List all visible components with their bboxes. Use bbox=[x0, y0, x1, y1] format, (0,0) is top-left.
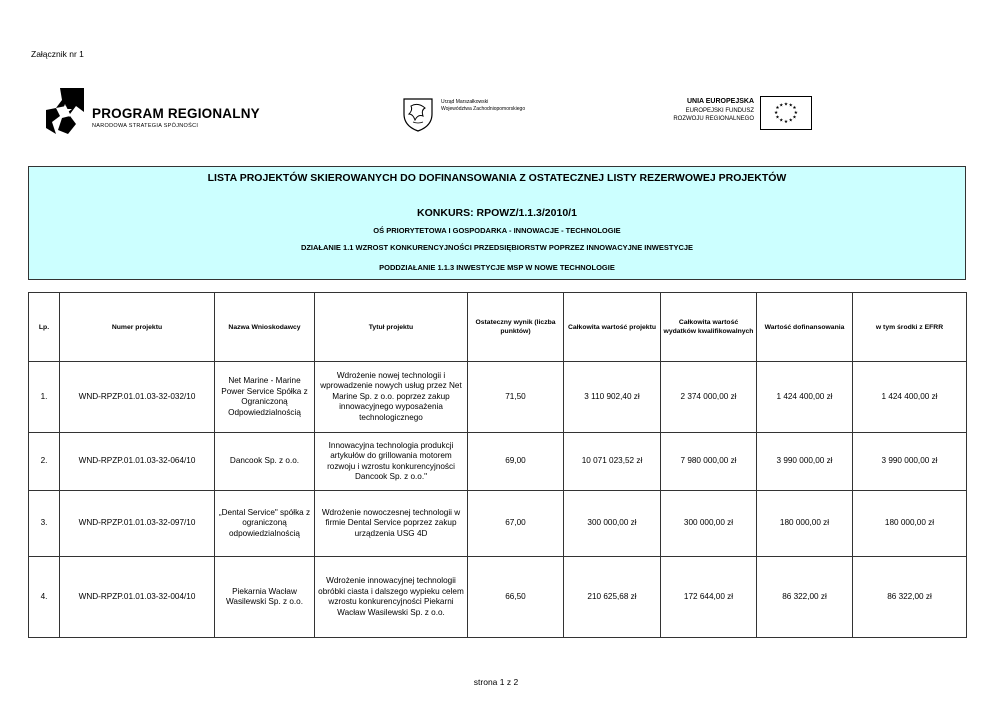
cell-total: 3 110 902,40 zł bbox=[564, 362, 661, 433]
eu-flag-icon bbox=[760, 96, 812, 130]
table-row bbox=[29, 362, 967, 433]
cell-eligible: 300 000,00 zł bbox=[661, 491, 757, 557]
col-header-efrr: w tym środki z EFRR bbox=[853, 293, 967, 362]
cell-number: WND-RPZP.01.01.03-32-064/10 bbox=[60, 433, 215, 491]
col-header-eligible: Całkowita wartość wydatków kwalifikowalnych bbox=[661, 293, 757, 362]
cell-funding: 180 000,00 zł bbox=[757, 491, 853, 557]
cell-eligible: 172 644,00 zł bbox=[661, 557, 757, 638]
cell-lp: 2. bbox=[29, 433, 60, 491]
cell-applicant: Dancook Sp. z o.o. bbox=[215, 433, 315, 491]
table-row bbox=[29, 433, 967, 491]
program-regionalny-logo bbox=[46, 88, 260, 140]
header-box bbox=[28, 166, 966, 280]
cell-lp: 1. bbox=[29, 362, 60, 433]
svg-text:★: ★ bbox=[788, 118, 793, 124]
cell-number: WND-RPZP.01.01.03-32-004/10 bbox=[60, 557, 215, 638]
program-regionalny-star-logo bbox=[46, 88, 84, 134]
cell-score: 67,00 bbox=[468, 491, 564, 557]
svg-text:★: ★ bbox=[779, 103, 784, 109]
cell-applicant: Net Marine - Marine Power Service Spółka z Ograniczoną Odpowiedzialnością bbox=[215, 362, 315, 433]
list-title: LISTA PROJEKTÓW SKIEROWANYCH DO DOFINANSOWANIA Z OSTATECZNEJ LISTY REZERWOWEJ PROJEKTÓW bbox=[207, 172, 787, 184]
cell-total: 10 071 023,52 zł bbox=[564, 433, 661, 491]
col-header-total: Całkowita wartość projektu bbox=[564, 293, 661, 362]
eu-line1: EUROPEJSKI FUNDUSZ bbox=[685, 108, 754, 114]
svg-text:★: ★ bbox=[792, 106, 797, 112]
eu-line2: ROZWOJU REGIONALNEGO bbox=[673, 116, 754, 122]
cell-funding: 86 322,00 zł bbox=[757, 557, 853, 638]
cell-efrr: 3 990 000,00 zł bbox=[853, 433, 967, 491]
coat-of-arms-icon bbox=[401, 96, 435, 132]
contest-title: KONKURS: RPOWZ/1.1.3/2010/1 bbox=[417, 207, 577, 219]
svg-text:★: ★ bbox=[792, 115, 797, 121]
table-row bbox=[29, 491, 967, 557]
cell-funding: 1 424 400,00 zł bbox=[757, 362, 853, 433]
svg-text:★: ★ bbox=[783, 119, 789, 125]
svg-text:★: ★ bbox=[774, 110, 779, 116]
program-subtitle: NARODOWA STRATEGIA SPÓJNOŚCI bbox=[92, 123, 199, 129]
eu-logo bbox=[652, 96, 812, 132]
cell-efrr: 1 424 400,00 zł bbox=[853, 362, 967, 433]
svg-text:★: ★ bbox=[793, 110, 798, 116]
cell-score: 71,50 bbox=[468, 362, 564, 433]
cell-applicant: Piekarnia Wacław Wasilewski Sp. z o.o. bbox=[215, 557, 315, 638]
cell-score: 69,00 bbox=[468, 433, 564, 491]
svg-text:★: ★ bbox=[779, 118, 784, 124]
col-header-score: Ostateczny wynik (liczba punktów) bbox=[468, 293, 564, 362]
cell-lp: 3. bbox=[29, 491, 60, 557]
priority-axis: OŚ PRIORYTETOWA I GOSPODARKA - INNOWACJE - TECHNOLOGIE bbox=[373, 226, 621, 235]
cell-title: Wdrożenie nowej technologii i wprowadzenie nowych usług przez Net Marine Sp. z o.o. poprzez zakup innowacyjnego wyposażenia technologicznego bbox=[315, 362, 468, 433]
svg-text:★: ★ bbox=[775, 106, 780, 112]
subaction-title: PODDZIAŁANIE 1.1.3 INWESTYCJE MSP W NOWE TECHNOLOGIE bbox=[379, 263, 615, 272]
col-header-title: Tytuł projektu bbox=[315, 293, 468, 362]
cell-number: WND-RPZP.01.01.03-32-032/10 bbox=[60, 362, 215, 433]
page-number: strona 1 z 2 bbox=[473, 677, 519, 687]
col-header-applicant: Nazwa Wnioskodawcy bbox=[215, 293, 315, 362]
urzad-logo bbox=[401, 96, 551, 136]
svg-text:★: ★ bbox=[775, 115, 780, 121]
program-title: PROGRAM REGIONALNY bbox=[92, 106, 260, 121]
col-header-number: Numer projektu bbox=[60, 293, 215, 362]
cell-applicant: „Dental Service" spółka z ograniczoną odpowiedzialnością bbox=[215, 491, 315, 557]
cell-total: 300 000,00 zł bbox=[564, 491, 661, 557]
cell-total: 210 625,68 zł bbox=[564, 557, 661, 638]
cell-title: Wdrożenie nowoczesnej technologii w firmie Dental Service poprzez zakup urządzenia USG 4D bbox=[315, 491, 468, 557]
action-title: DZIAŁANIE 1.1 WZROST KONKURENCYJNOŚCI PRZEDSIĘBIORSTW POPRZEZ INNOWACYJNE INWESTYCJE bbox=[300, 243, 694, 252]
cell-funding: 3 990 000,00 zł bbox=[757, 433, 853, 491]
cell-number: WND-RPZP.01.01.03-32-097/10 bbox=[60, 491, 215, 557]
svg-text:★: ★ bbox=[783, 102, 789, 108]
cell-efrr: 86 322,00 zł bbox=[853, 557, 967, 638]
col-header-funding: Wartość dofinansowania bbox=[757, 293, 853, 362]
cell-title: Wdrożenie innowacyjnej technologii obróbki ciasta i dalszego wypieku celem wzrostu konkurencyjności Piekarni Wacław Wasilewski Sp. z o.o. bbox=[315, 557, 468, 638]
urzad-line1: Urząd Marszałkowski bbox=[441, 99, 489, 105]
urzad-line2: Województwa Zachodniopomorskiego bbox=[441, 106, 526, 112]
annex-label: Załącznik nr 1 bbox=[31, 49, 84, 59]
cell-eligible: 2 374 000,00 zł bbox=[661, 362, 757, 433]
table-row bbox=[29, 557, 967, 638]
cell-title: Innowacyjna technologia produkcji artykułów do grillowania motorem rozwoju i wzrostu konkurencyjności Dancook Sp. z o.o." bbox=[315, 433, 468, 491]
projects-table bbox=[28, 292, 967, 638]
cell-score: 66,50 bbox=[468, 557, 564, 638]
table-header-row bbox=[29, 293, 967, 362]
eu-title: UNIA EUROPEJSKA bbox=[686, 98, 754, 105]
cell-lp: 4. bbox=[29, 557, 60, 638]
cell-efrr: 180 000,00 zł bbox=[853, 491, 967, 557]
svg-text:★: ★ bbox=[788, 103, 793, 109]
col-header-lp: Lp. bbox=[29, 293, 60, 362]
cell-eligible: 7 980 000,00 zł bbox=[661, 433, 757, 491]
